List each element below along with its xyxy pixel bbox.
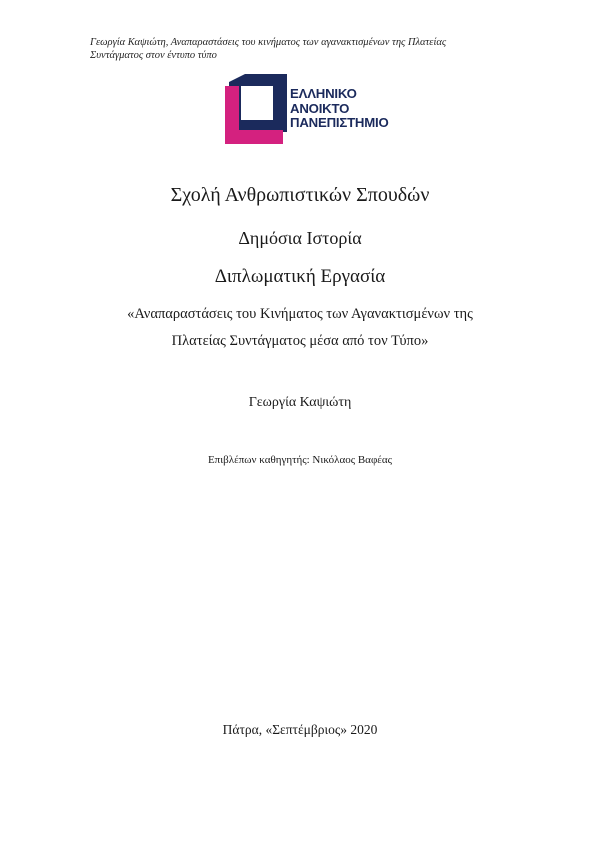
program-name: Δημόσια Ιστορία: [238, 228, 362, 248]
thesis-type: Διπλωματική Εργασία: [214, 266, 386, 287]
running-header-line-1: Γεωργία Καψιώτη, Αναπαραστάσεις του κινήματος των αγανακτισμένων της Πλατείας: [90, 37, 447, 48]
logo-wordmark: [290, 87, 389, 131]
logo-mark-icon: [225, 74, 287, 144]
place-date: Πάτρα, «Σεπτέμβριος» 2020: [222, 722, 378, 737]
logo-line-2: ΑΝΟΙΚΤΟ: [290, 100, 350, 116]
running-header: [90, 36, 520, 62]
author-name: Γεωργία Καψιώτη: [248, 395, 352, 410]
logo-line-1: ΕΛΛΗΝΙΚΟ: [290, 86, 357, 101]
thesis-title-line-2: Πλατείας Συντάγματος μέσα από τον Τύπο»: [171, 333, 429, 349]
thesis-title-line-1: «Αναπαραστάσεις του Κινήματος των Αγανακτισμένων της: [127, 306, 473, 322]
school-name: Σχολή Ανθρωπιστικών Σπουδών: [170, 184, 430, 206]
running-header-line-2: Συντάγματος στον έντυπο τύπο: [90, 50, 217, 61]
supervisor: Επιβλέπων καθηγητής: Νικόλαος Βαφέας: [207, 454, 393, 466]
university-logo: [225, 74, 405, 144]
logo-line-3: ΠΑΝΕΠΙΣΤΗΜΙΟ: [290, 115, 389, 130]
